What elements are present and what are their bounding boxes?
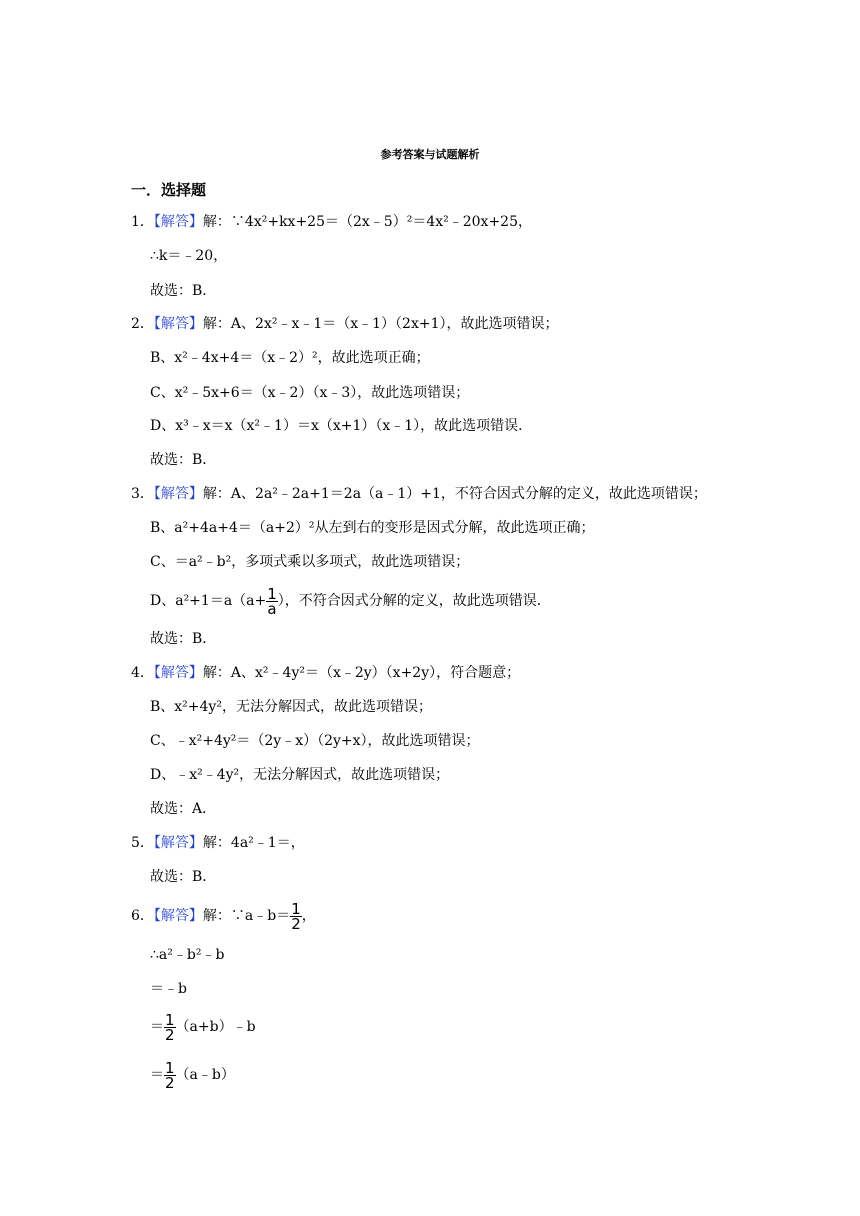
solution-text: ，	[301, 908, 316, 924]
answer-tag: 【解答】	[153, 316, 203, 332]
answer-tag: 【解答】	[153, 214, 203, 230]
solution-text: D、a²+1＝a（a+	[150, 593, 267, 609]
question-2-line-3: C、x²﹣5x+6＝（x﹣2）（x﹣3），故此选项错误；	[150, 385, 470, 401]
question-4-line-2: B、x²+4y²，无法分解因式，故此选项错误；	[150, 699, 432, 715]
answer-tag: 【解答】	[153, 908, 203, 924]
solution-text: ），不符合因式分解的定义，故此选项错误．	[277, 593, 551, 609]
fraction-denominator: a	[267, 599, 277, 618]
question-4-line-1	[131, 663, 520, 683]
section-heading: 一．选择题	[131, 181, 207, 199]
question-1-line-1	[131, 212, 532, 232]
page-title: 参考答案与试题解析	[380, 148, 480, 161]
question-4-line-4: D、﹣x²﹣4y²，无法分解因式，故此选项错误；	[150, 767, 450, 783]
answer-tag: 【解答】	[153, 486, 203, 502]
fraction-denominator: 2	[291, 914, 301, 933]
solution-text: （a+b）﹣b	[175, 1019, 256, 1035]
question-2-line-2: B、x²﹣4x+4＝（x﹣2）²，故此选项正确；	[150, 350, 430, 366]
question-number: 6．	[131, 908, 154, 924]
fraction-numerator: 1	[165, 1058, 175, 1077]
question-number: 2．	[131, 316, 154, 332]
question-6-line-4	[150, 1012, 256, 1042]
solution-text: 解：∵a﹣b＝	[202, 908, 291, 924]
solution-text: ＝	[150, 1019, 164, 1035]
question-6-line-5	[150, 1060, 235, 1090]
solution-text: 解：A、x²﹣4y²＝（x﹣2y）（x+2y），符合题意；	[202, 665, 521, 681]
question-3-line-2: B、a²+4a+4＝（a+2）²从左到右的变形是因式分解，故此选项正确；	[150, 520, 595, 536]
question-6-line-3: ＝﹣b	[150, 981, 187, 997]
solution-text: 解：A、2x²﹣x﹣1＝（x﹣1）（2x+1），故此选项错误；	[202, 316, 559, 332]
question-6-line-1	[131, 901, 316, 931]
question-5-line-2: 故选：B．	[150, 869, 217, 885]
fraction	[164, 1010, 176, 1044]
fraction	[164, 1058, 176, 1092]
answer-tag: 【解答】	[153, 665, 203, 681]
fraction-denominator: 2	[165, 1073, 175, 1092]
solution-text: 解：∵4x²+kx+25＝（2x﹣5）²＝4x²﹣20x+25，	[202, 214, 532, 230]
question-6-line-2: ∴a²﹣b²﹣b	[150, 947, 225, 963]
question-5-line-1	[131, 833, 305, 853]
fraction-numerator: 1	[267, 584, 277, 603]
fraction	[266, 584, 278, 618]
question-2-line-4: D、x³﹣x＝x（x²﹣1）＝x（x+1）（x﹣1），故此选项错误．	[150, 418, 533, 434]
question-3-line-3: C、＝a²﹣b²，多项式乘以多项式，故此选项错误；	[150, 554, 470, 570]
question-3-line-1	[131, 484, 707, 504]
question-number: 5．	[131, 835, 154, 851]
fraction-numerator: 1	[291, 899, 301, 918]
question-1-line-3: 故选：B．	[150, 283, 217, 299]
question-number: 1．	[131, 214, 154, 230]
question-number: 3．	[131, 486, 154, 502]
fraction-numerator: 1	[165, 1010, 175, 1029]
question-3-line-5: 故选：B．	[150, 631, 217, 647]
solution-text: ＝	[150, 1067, 164, 1083]
question-3-line-4	[150, 586, 551, 616]
answer-tag: 【解答】	[153, 835, 203, 851]
fraction-denominator: 2	[165, 1025, 175, 1044]
solution-text: 解：4a²﹣1＝，	[202, 835, 305, 851]
question-4-line-3: C、﹣x²+4y²＝（2y﹣x）（2y+x），故此选项错误；	[150, 733, 480, 749]
question-2-line-5: 故选：B．	[150, 452, 217, 468]
question-2-line-1	[131, 314, 559, 334]
solution-text: （a﹣b）	[175, 1067, 235, 1083]
question-1-line-2: ∴k＝﹣20，	[150, 248, 228, 264]
question-4-line-5: 故选：A．	[150, 801, 217, 817]
fraction	[290, 899, 302, 933]
question-number: 4．	[131, 665, 154, 681]
solution-text: 解：A、2a²﹣2a+1＝2a（a﹣1）+1，不符合因式分解的定义，故此选项错误；	[202, 486, 707, 502]
